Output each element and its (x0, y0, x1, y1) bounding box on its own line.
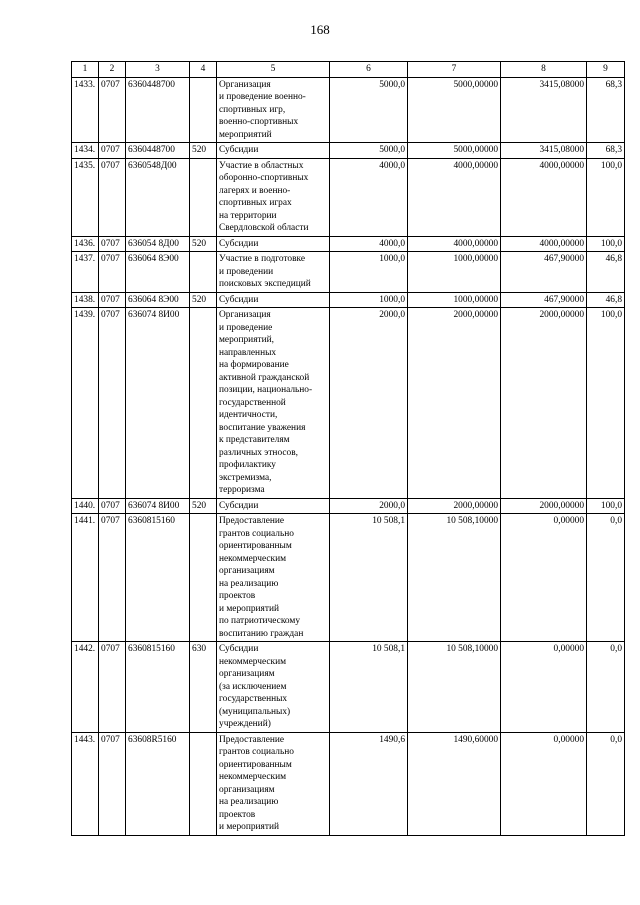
executed-amount: 4000,00000 (501, 158, 587, 236)
planned-amount: 2000,0 (330, 308, 408, 499)
table-row (72, 308, 625, 499)
column-header-7: 7 (408, 62, 501, 78)
adjusted-amount: 1000,00000 (408, 252, 501, 293)
table-row (72, 498, 625, 514)
section-code: 0707 (99, 498, 126, 514)
execution-percent: 100,0 (587, 498, 625, 514)
item-name: Субсидии (217, 292, 330, 308)
execution-percent: 68,3 (587, 143, 625, 159)
column-header-6: 6 (330, 62, 408, 78)
column-header-5: 5 (217, 62, 330, 78)
executed-amount: 2000,00000 (501, 498, 587, 514)
executed-amount: 0,00000 (501, 732, 587, 835)
executed-amount: 467,90000 (501, 252, 587, 293)
section-code: 0707 (99, 236, 126, 252)
planned-amount: 1000,0 (330, 252, 408, 293)
expense-type-code (190, 158, 217, 236)
section-code: 0707 (99, 252, 126, 293)
target-article-code: 636064 8Э00 (126, 292, 190, 308)
expense-type-code: 630 (190, 642, 217, 733)
section-code: 0707 (99, 292, 126, 308)
table-header-row (72, 62, 625, 78)
table-body (72, 77, 625, 835)
item-name: Предоставление грантов социально ориентированным некоммерческим организациям на реализацию проектов и мероприятий по патриотическому воспитанию граждан (217, 514, 330, 642)
executed-amount: 0,00000 (501, 642, 587, 733)
table-row (72, 77, 625, 143)
adjusted-amount: 5000,00000 (408, 143, 501, 159)
target-article-code: 6360548Д00 (126, 158, 190, 236)
execution-percent: 0,0 (587, 514, 625, 642)
expense-type-code: 520 (190, 292, 217, 308)
section-code: 0707 (99, 143, 126, 159)
adjusted-amount: 10 508,10000 (408, 514, 501, 642)
planned-amount: 1000,0 (330, 292, 408, 308)
planned-amount: 5000,0 (330, 77, 408, 143)
table-row (72, 158, 625, 236)
planned-amount: 1490,6 (330, 732, 408, 835)
executed-amount: 3415,08000 (501, 77, 587, 143)
column-header-3: 3 (126, 62, 190, 78)
planned-amount: 4000,0 (330, 158, 408, 236)
adjusted-amount: 1490,60000 (408, 732, 501, 835)
target-article-code: 6360815160 (126, 514, 190, 642)
adjusted-amount: 10 508,10000 (408, 642, 501, 733)
executed-amount: 3415,08000 (501, 143, 587, 159)
column-header-8: 8 (501, 62, 587, 78)
adjusted-amount: 4000,00000 (408, 236, 501, 252)
item-name: Участие в областных оборонно-спортивных лагерях и военно- спортивных играх на территории Свердловской области (217, 158, 330, 236)
item-name: Субсидии некоммерческим организациям (за исключением государственных (муниципальных) учреждений) (217, 642, 330, 733)
row-number: 1441. (72, 514, 99, 642)
execution-percent: 0,0 (587, 732, 625, 835)
target-article-code: 636064 8Э00 (126, 252, 190, 293)
expense-type-code (190, 77, 217, 143)
section-code: 0707 (99, 732, 126, 835)
expense-type-code: 520 (190, 236, 217, 252)
item-name: Субсидии (217, 498, 330, 514)
section-code: 0707 (99, 158, 126, 236)
table-row (72, 514, 625, 642)
page-number: 168 (310, 22, 330, 37)
planned-amount: 10 508,1 (330, 514, 408, 642)
column-header-4: 4 (190, 62, 217, 78)
adjusted-amount: 5000,00000 (408, 77, 501, 143)
target-article-code: 63608R5160 (126, 732, 190, 835)
row-number: 1433. (72, 77, 99, 143)
adjusted-amount: 4000,00000 (408, 158, 501, 236)
planned-amount: 2000,0 (330, 498, 408, 514)
row-number: 1437. (72, 252, 99, 293)
table-row (72, 292, 625, 308)
section-code: 0707 (99, 642, 126, 733)
execution-percent: 46,8 (587, 252, 625, 293)
planned-amount: 4000,0 (330, 236, 408, 252)
section-code: 0707 (99, 77, 126, 143)
row-number: 1438. (72, 292, 99, 308)
execution-percent: 100,0 (587, 236, 625, 252)
expense-type-code (190, 732, 217, 835)
row-number: 1436. (72, 236, 99, 252)
item-name: Организация и проведение мероприятий, направленных на формирование активной гражданской позиции, национально- государственной идентичности, воспитание уважения к представителям различных этносов, профилактику экстремизма, терроризма (217, 308, 330, 499)
table-row (72, 642, 625, 733)
table-row (72, 236, 625, 252)
item-name: Организация и проведение военно- спортивных игр, военно-спортивных мероприятий (217, 77, 330, 143)
row-number: 1443. (72, 732, 99, 835)
row-number: 1435. (72, 158, 99, 236)
target-article-code: 6360815160 (126, 642, 190, 733)
item-name: Предоставление грантов социально ориентированным некоммерческим организациям на реализацию проектов и мероприятий (217, 732, 330, 835)
planned-amount: 5000,0 (330, 143, 408, 159)
expense-type-code (190, 308, 217, 499)
expense-type-code: 520 (190, 498, 217, 514)
table-row (72, 732, 625, 835)
section-code: 0707 (99, 308, 126, 499)
adjusted-amount: 1000,00000 (408, 292, 501, 308)
table-row (72, 143, 625, 159)
target-article-code: 6360448700 (126, 143, 190, 159)
row-number: 1439. (72, 308, 99, 499)
target-article-code: 636074 8И00 (126, 308, 190, 499)
item-name: Субсидии (217, 143, 330, 159)
execution-percent: 46,8 (587, 292, 625, 308)
executed-amount: 2000,00000 (501, 308, 587, 499)
adjusted-amount: 2000,00000 (408, 498, 501, 514)
expense-type-code: 520 (190, 143, 217, 159)
expense-type-code (190, 514, 217, 642)
execution-percent: 0,0 (587, 642, 625, 733)
planned-amount: 10 508,1 (330, 642, 408, 733)
executed-amount: 467,90000 (501, 292, 587, 308)
column-header-1: 1 (72, 62, 99, 78)
item-name: Участие в подготовке и проведении поисковых экспедиций (217, 252, 330, 293)
target-article-code: 636054 8Д00 (126, 236, 190, 252)
column-header-9: 9 (587, 62, 625, 78)
section-code: 0707 (99, 514, 126, 642)
executed-amount: 4000,00000 (501, 236, 587, 252)
row-number: 1440. (72, 498, 99, 514)
target-article-code: 636074 8И00 (126, 498, 190, 514)
execution-percent: 100,0 (587, 308, 625, 499)
expense-type-code (190, 252, 217, 293)
budget-table (71, 61, 625, 836)
executed-amount: 0,00000 (501, 514, 587, 642)
column-header-2: 2 (99, 62, 126, 78)
adjusted-amount: 2000,00000 (408, 308, 501, 499)
item-name: Субсидии (217, 236, 330, 252)
execution-percent: 100,0 (587, 158, 625, 236)
row-number: 1434. (72, 143, 99, 159)
table-row (72, 252, 625, 293)
execution-percent: 68,3 (587, 77, 625, 143)
row-number: 1442. (72, 642, 99, 733)
target-article-code: 6360448700 (126, 77, 190, 143)
